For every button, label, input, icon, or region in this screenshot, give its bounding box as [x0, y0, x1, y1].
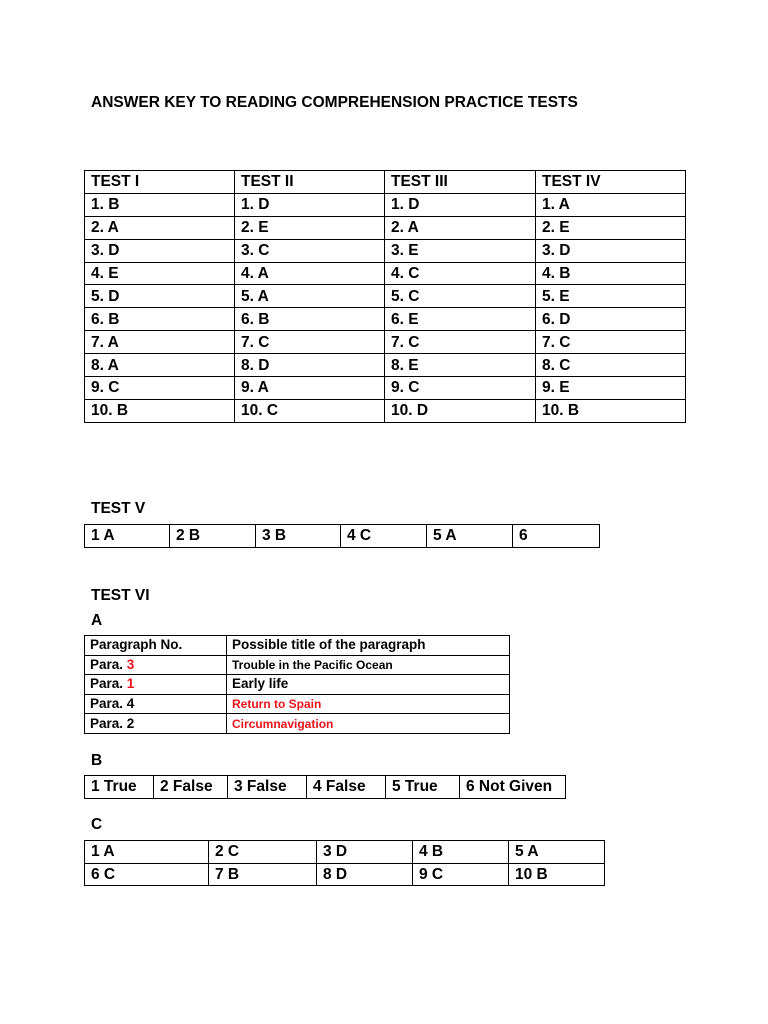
answer-cell: 4 B — [413, 841, 509, 864]
answer-cell: 6 — [513, 525, 600, 548]
answer-cell: 1. D — [385, 193, 536, 216]
answer-cell: 5 True — [386, 776, 460, 799]
answer-cell: 7. C — [235, 331, 385, 354]
answer-cell: 5. A — [235, 285, 385, 308]
test-vi-part-b-label: B — [91, 752, 103, 769]
answer-cell: 5. E — [536, 285, 686, 308]
answer-cell: 2. A — [385, 216, 536, 239]
table-row — [85, 399, 686, 422]
answer-cell: 6. B — [85, 308, 235, 331]
answer-cell: 9 C — [413, 863, 509, 886]
paragraph-number: 4 — [126, 696, 135, 712]
table-row — [85, 331, 686, 354]
test-vi-part-a-table — [84, 635, 510, 734]
paragraph-prefix: Para. — [90, 715, 127, 731]
answer-cell: 7. C — [385, 331, 536, 354]
column-header: Paragraph No. — [85, 636, 227, 656]
answer-cell: 10. B — [85, 399, 235, 422]
answer-cell: 6. B — [235, 308, 385, 331]
answer-cell: 4 C — [341, 525, 427, 548]
answer-cell: 6 C — [85, 863, 209, 886]
table-row — [85, 694, 510, 714]
answer-cell: 3 False — [228, 776, 307, 799]
answer-cell: 5. D — [85, 285, 235, 308]
column-header: TEST IV — [536, 171, 686, 194]
answer-cell: 1 A — [85, 525, 170, 548]
table-row — [85, 841, 605, 864]
table-header-row — [85, 636, 510, 656]
paragraph-title-cell: Return to Spain — [227, 694, 510, 714]
answer-cell: 5. C — [385, 285, 536, 308]
paragraph-title-cell: Early life — [227, 675, 510, 695]
column-header: TEST III — [385, 171, 536, 194]
answer-cell: 2. E — [235, 216, 385, 239]
paragraph-number-cell — [85, 714, 227, 734]
paragraph-number-cell — [85, 675, 227, 695]
answer-cell: 3. E — [385, 239, 536, 262]
paragraph-number: 2 — [126, 715, 135, 731]
answer-cell: 9. C — [85, 377, 235, 400]
paragraph-prefix: Para. — [90, 676, 127, 692]
answer-cell: 5 A — [509, 841, 605, 864]
paragraph-title-cell: Trouble in the Pacific Ocean — [227, 655, 510, 675]
answer-cell: 1 A — [85, 841, 209, 864]
answer-cell: 8. E — [385, 354, 536, 377]
column-header: Possible title of the paragraph — [227, 636, 510, 656]
answer-cell: 8. A — [85, 354, 235, 377]
answer-cell: 4. B — [536, 262, 686, 285]
paragraph-title-cell: Circumnavigation — [227, 714, 510, 734]
tests-1-4-table — [84, 170, 686, 423]
answer-cell: 1. D — [235, 193, 385, 216]
paragraph-prefix: Para. — [90, 656, 127, 672]
paragraph-prefix: Para. — [90, 696, 127, 712]
answer-cell: 10 B — [509, 863, 605, 886]
table-row — [85, 776, 566, 799]
paragraph-number-cell — [85, 655, 227, 675]
column-header: TEST II — [235, 171, 385, 194]
answer-cell: 10. C — [235, 399, 385, 422]
table-row — [85, 308, 686, 331]
answer-cell: 4 False — [307, 776, 386, 799]
answer-cell: 7 B — [209, 863, 317, 886]
answer-cell: 2. E — [536, 216, 686, 239]
answer-cell: 2 C — [209, 841, 317, 864]
table-row — [85, 525, 600, 548]
answer-cell: 3. D — [536, 239, 686, 262]
table-row — [85, 193, 686, 216]
column-header: TEST I — [85, 171, 235, 194]
table-row — [85, 863, 605, 886]
test-vi-heading: TEST VI — [91, 587, 150, 604]
answer-cell: 6. E — [385, 308, 536, 331]
answer-cell: 8 D — [317, 863, 413, 886]
test-vi-part-a-label: A — [91, 612, 103, 629]
answer-cell: 8. D — [235, 354, 385, 377]
answer-cell: 6 Not Given — [460, 776, 566, 799]
table-row — [85, 675, 510, 695]
answer-cell: 7. C — [536, 331, 686, 354]
test-v-heading: TEST V — [91, 500, 146, 517]
answer-cell: 7. A — [85, 331, 235, 354]
test-vi-part-c-table — [84, 840, 605, 886]
answer-cell: 6. D — [536, 308, 686, 331]
answer-cell: 4. C — [385, 262, 536, 285]
answer-cell: 3 D — [317, 841, 413, 864]
table-row — [85, 239, 686, 262]
answer-cell: 1. A — [536, 193, 686, 216]
paragraph-number-cell — [85, 694, 227, 714]
table-row — [85, 216, 686, 239]
table-row — [85, 655, 510, 675]
answer-cell: 2 B — [170, 525, 256, 548]
answer-cell: 2 False — [154, 776, 228, 799]
table-row — [85, 285, 686, 308]
answer-cell: 3 B — [256, 525, 341, 548]
table-row — [85, 262, 686, 285]
answer-cell: 4. E — [85, 262, 235, 285]
answer-cell: 5 A — [427, 525, 513, 548]
answer-cell: 10. B — [536, 399, 686, 422]
test-vi-part-c-label: C — [91, 816, 103, 833]
answer-cell: 8. C — [536, 354, 686, 377]
answer-cell: 1. B — [85, 193, 235, 216]
answer-cell: 10. D — [385, 399, 536, 422]
answer-cell: 9. E — [536, 377, 686, 400]
answer-cell: 2. A — [85, 216, 235, 239]
paragraph-number: 1 — [126, 676, 135, 692]
answer-cell: 9. A — [235, 377, 385, 400]
answer-cell: 3. C — [235, 239, 385, 262]
test-vi-part-b-table — [84, 775, 566, 799]
table-row — [85, 354, 686, 377]
test-v-table — [84, 524, 600, 548]
answer-cell: 4. A — [235, 262, 385, 285]
table-header-row — [85, 171, 686, 194]
answer-cell: 3. D — [85, 239, 235, 262]
table-row — [85, 714, 510, 734]
page-title: ANSWER KEY TO READING COMPREHENSION PRACTICE TESTS — [91, 94, 578, 111]
answer-cell: 1 True — [85, 776, 154, 799]
paragraph-number: 3 — [126, 656, 135, 672]
answer-cell: 9. C — [385, 377, 536, 400]
table-row — [85, 377, 686, 400]
